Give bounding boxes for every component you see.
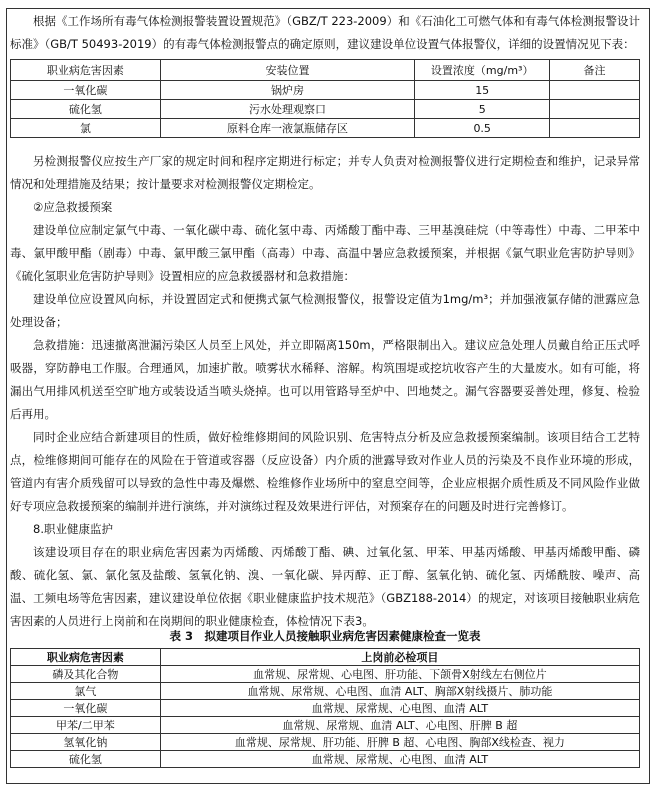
table-cell: 5 xyxy=(415,100,550,119)
table-cell: 血常规、尿常规、血清 ALT、心电图、肝脾 B 超 xyxy=(160,717,639,734)
table-cell xyxy=(550,81,640,100)
alarm-settings-table xyxy=(10,59,640,138)
table-cell: 硫化氢 xyxy=(11,100,161,119)
health-monitoring-paragraph: 该建设项目存在的职业病危害因素为丙烯酸、丙烯酸丁酯、碘、过氧化氢、甲苯、甲基丙烯酸、甲基丙烯酸甲酯、磷酸、硫化氢、氯、氯化氢及盐酸、氢氧化钠、溴、一氧化碳、异丙醇、正丁醇、氢氧化钠、硫化氢、丙烯酰胺、噪声、高温、工频电场等危害因素，建议建设单位依据《职业健康监护技术规范》（GBZ188-2014）的规定，对该项目接触职业病危害因素的人员进行上岗前和在岗期间的职业健康检查，体检情况下表3。 xyxy=(10,545,640,628)
table-cell: 氢氧化钠 xyxy=(11,734,161,751)
table-cell: 锅炉房 xyxy=(160,81,415,100)
header-cell: 设置浓度（mg/m³） xyxy=(415,60,550,81)
table3-caption: 表 3 拟建项目作业人员接触职业病危害因素健康检查一览表 xyxy=(169,629,481,643)
rescue-plan-paragraph: 建设单位应制定氯气中毒、一氧化碳中毒、硫化氢中毒、丙烯酸丁酯中毒、三甲基溴硅烷（中等毒性）中毒、二甲苯中毒、氯甲酸甲酯（剧毒）中毒、氯甲酸三氯甲酯（高毒）中毒、高温中暑应急救援预案，并根据《氯气职业危害防护导则》《硫化氢职业危害防护导则》设置相应的应急救援器材和急救措施： xyxy=(10,223,640,283)
table-cell xyxy=(550,100,640,119)
intro-paragraph: 根据《工作场所有毒气体检测报警装置设置规范》（GBZ/T 223-2009）和《石油化工可燃气体和有毒气体检测报警设计标准》（GB/T 50493-2019）的有毒气体检测报警点的确定原则，建议建设单位设置气体报警仪，详细的设置情况见下表： xyxy=(10,14,640,51)
table-row xyxy=(11,734,640,751)
header-cell: 职业病危害因素 xyxy=(11,60,161,81)
table-cell: 污水处理观察口 xyxy=(160,100,415,119)
first-aid-paragraph: 急救措施：迅速撤离泄漏污染区人员至上风处，并立即隔离150m，严格限制出入。建议应急处理人员戴自给正压式呼吸器，穿防静电工作服。合理通风，加速扩散。喷雾状水稀释、溶解。构筑围堤或挖坑收容产生的大量废水。如有可能，将漏出气用排风机送至空旷地方或装设适当喷头烧掉。也可以用管路导至炉中、凹地焚之。漏气容器要妥善处理，修复、检验后再用。 xyxy=(10,338,640,421)
wind-vane-paragraph: 建设单位应设置风向标，并设置固定式和便携式氯气检测报警仪，报警设定值为1mg/m³；并加强液氯存储的泄露应急处理设备； xyxy=(10,292,640,329)
table-cell: 一氧化碳 xyxy=(11,700,161,717)
table-cell: 0.5 xyxy=(415,119,550,138)
table-cell: 磷及其化合物 xyxy=(11,666,161,683)
table-row xyxy=(11,751,640,768)
table-cell: 血常规、尿常规、心电图、肝功能、下颌骨X射线左右侧位片 xyxy=(160,666,639,683)
table-cell: 血常规、尿常规、肝功能、肝脾 B 超、心电图、胸部X线检查、视力 xyxy=(160,734,639,751)
maintenance-paragraph: 同时企业应结合新建项目的性质，做好检维修期间的风险识别、危害特点分析及应急救援预案编制。该项目结合工艺特点，检维修期间可能存在的风险在于管道或容器（反应设备）内介质的泄露导致对作业人员的污染及不良作业环境的形成，管道内有害介质残留可以导致的急性中毒及爆燃、检维修作业场所中的窒息空间等，企业应根据介质性质及不同风险作业做好专项应急救援预案的编制并进行演练，并对演练过程及效果进行评估，对预案存在的问题及时进行完善修订。 xyxy=(10,430,640,513)
table-row xyxy=(11,683,640,700)
table-row xyxy=(11,81,640,100)
header-cell: 职业病危害因素 xyxy=(11,649,161,666)
table-cell: 15 xyxy=(415,81,550,100)
table-cell: 原料仓库一液氯瓶储存区 xyxy=(160,119,415,138)
calibration-paragraph: 另检测报警仪应按生产厂家的规定时间和程序定期进行标定；并专人负责对检测报警仪进行定期检查和维护，记录异常情况和处理措施及结果；按计量要求对检测报警仪定期检定。 xyxy=(10,154,640,191)
section-heading-health: 8.职业健康监护 xyxy=(33,522,113,536)
header-cell: 上岗前必检项目 xyxy=(160,649,639,666)
table-cell: 氯气 xyxy=(11,683,161,700)
table-cell: 血常规、尿常规、心电图、血清 ALT、胸部X射线摄片、肺功能 xyxy=(160,683,639,700)
table-cell: 血常规、尿常规、心电图、血清 ALT xyxy=(160,751,639,768)
table-cell: 氯 xyxy=(11,119,161,138)
table-row xyxy=(11,100,640,119)
table-row xyxy=(11,717,640,734)
table-cell: 甲苯/二甲苯 xyxy=(11,717,161,734)
table-header-row xyxy=(11,60,640,81)
health-check-table xyxy=(10,648,640,768)
table-cell: 硫化氢 xyxy=(11,751,161,768)
table-row xyxy=(11,666,640,683)
header-cell: 安装位置 xyxy=(160,60,415,81)
table-row xyxy=(11,119,640,138)
table-cell: 血常规、尿常规、心电图、血清 ALT xyxy=(160,700,639,717)
section-heading-rescue: ②应急救援预案 xyxy=(33,200,113,214)
table-cell xyxy=(550,119,640,138)
table-row xyxy=(11,700,640,717)
table-header-row xyxy=(11,649,640,666)
header-cell: 备注 xyxy=(550,60,640,81)
table-cell: 一氧化碳 xyxy=(11,81,161,100)
